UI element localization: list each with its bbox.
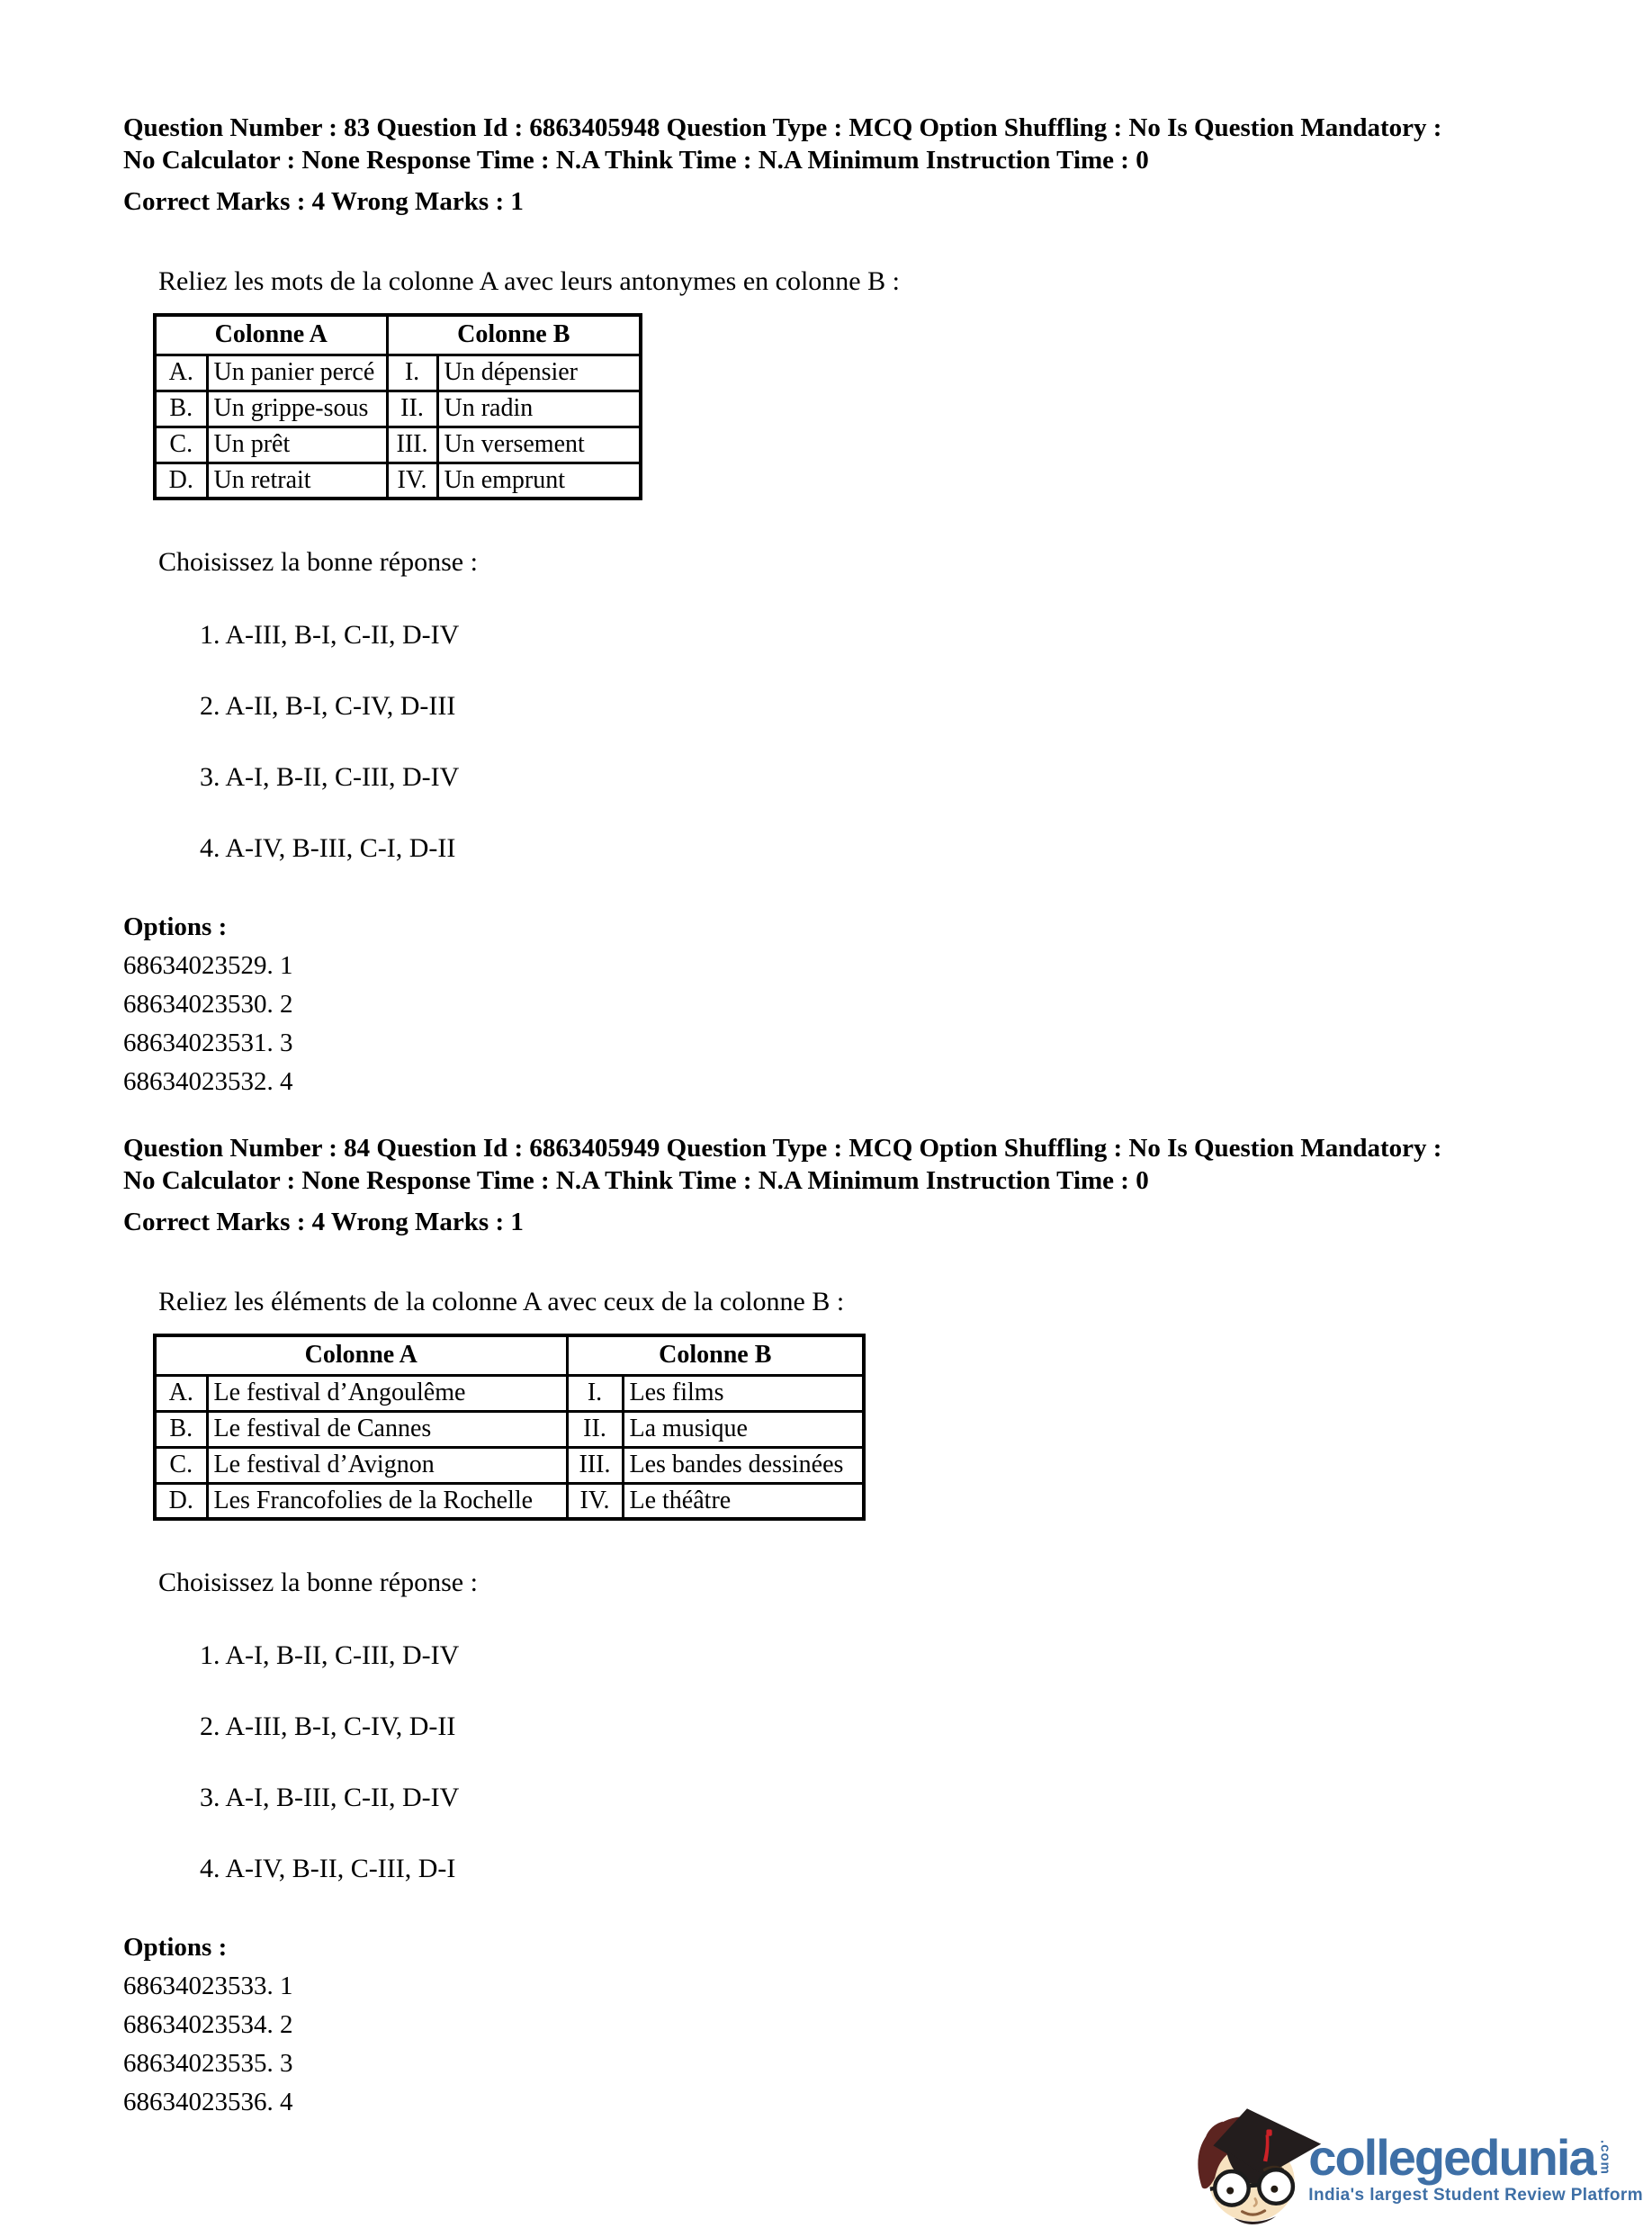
choice-list [200, 619, 1652, 865]
table-row [155, 355, 641, 391]
row-letter: A. [155, 1375, 207, 1411]
row-a-text: Un prêt [207, 427, 387, 463]
table-row [155, 1447, 864, 1483]
choice-item: 1. A-III, B-I, C-II, D-IV [200, 620, 460, 650]
column-a-header: Colonne A [155, 1335, 567, 1375]
option-id-line: 68634023529. 1 [123, 951, 293, 980]
question-meta-line2: No Calculator : None Response Time : N.A Think Time : N.A Minimum Instruction Time : 0 [123, 1166, 1149, 1195]
question-marks: Correct Marks : 4 Wrong Marks : 1 [123, 187, 524, 216]
choice-item: 2. A-II, B-I, C-IV, D-III [200, 691, 456, 721]
option-id-line: 68634023531. 3 [123, 1029, 293, 1057]
row-a-text: Un grippe-sous [207, 391, 387, 427]
brand-domain-suffix: .com [1597, 2140, 1613, 2176]
table-header-row [155, 315, 641, 355]
row-numeral: IV. [567, 1483, 623, 1519]
options-label: Options : [123, 1933, 228, 1962]
match-table [153, 1334, 866, 1521]
question-block-84 [0, 1132, 1652, 2122]
row-a-text: Les Francofolies de la Rochelle [207, 1483, 567, 1519]
question-prompt: Reliez les mots de la colonne A avec leurs antonymes en colonne B : [158, 266, 900, 296]
row-letter: C. [155, 427, 207, 463]
question-prompt: Reliez les éléments de la colonne A avec ceux de la colonne B : [158, 1287, 845, 1316]
table-row [155, 391, 641, 427]
choice-item: 1. A-I, B-II, C-III, D-IV [200, 1640, 460, 1670]
row-letter: B. [155, 391, 207, 427]
row-numeral: II. [567, 1411, 623, 1447]
match-table [153, 313, 642, 500]
options-label: Options : [123, 912, 228, 941]
brand-text-block [1308, 2129, 1643, 2206]
row-b-text: Un radin [437, 391, 641, 427]
row-letter: C. [155, 1447, 207, 1483]
question-marks: Correct Marks : 4 Wrong Marks : 1 [123, 1208, 524, 1236]
row-b-text: Un versement [437, 427, 641, 463]
option-id-line: 68634023535. 3 [123, 2049, 293, 2078]
option-id-line: 68634023534. 2 [123, 2010, 293, 2039]
table-row [155, 463, 641, 499]
choose-answer-label: Choisissez la bonne réponse : [158, 1568, 478, 1597]
table-row [155, 1411, 864, 1447]
column-b-header: Colonne B [387, 315, 641, 355]
row-a-text: Le festival d’Angoulême [207, 1375, 567, 1411]
brand-wordmark: collegedunia [1308, 2129, 1595, 2186]
table-header-row [155, 1335, 864, 1375]
choice-item: 2. A-III, B-I, C-IV, D-II [200, 1711, 456, 1741]
question-meta [123, 1132, 1562, 1197]
row-a-text: Un retrait [207, 463, 387, 499]
brand-tagline: India's largest Student Review Platform [1308, 2186, 1643, 2205]
row-b-text: Les bandes dessinées [623, 1447, 864, 1483]
option-id-line: 68634023530. 2 [123, 990, 293, 1019]
choice-item: 3. A-I, B-II, C-III, D-IV [200, 762, 460, 792]
option-id-line: 68634023533. 1 [123, 1972, 293, 2000]
row-b-text: Les films [623, 1375, 864, 1411]
table-row [155, 1483, 864, 1519]
row-letter: D. [155, 1483, 207, 1519]
column-b-header: Colonne B [567, 1335, 864, 1375]
question-meta-line1: Question Number : 83 Question Id : 6863405948 Question Type : MCQ Option Shuffling : No Is Question Mandatory : [123, 113, 1442, 142]
row-numeral: III. [387, 427, 437, 463]
row-b-text: Un emprunt [437, 463, 641, 499]
collegedunia-mascot-icon [1186, 2100, 1323, 2228]
choice-item: 4. A-IV, B-II, C-III, D-I [200, 1854, 456, 1883]
option-id-line: 68634023536. 4 [123, 2088, 293, 2116]
column-a-header: Colonne A [155, 315, 387, 355]
question-block-83 [0, 112, 1652, 1101]
question-meta-line2: No Calculator : None Response Time : N.A Think Time : N.A Minimum Instruction Time : 0 [123, 146, 1149, 175]
row-b-text: La musique [623, 1411, 864, 1447]
row-letter: A. [155, 355, 207, 391]
row-numeral: II. [387, 391, 437, 427]
row-numeral: I. [387, 355, 437, 391]
row-a-text: Un panier percé [207, 355, 387, 391]
choice-list [200, 1640, 1652, 1885]
row-a-text: Le festival d’Avignon [207, 1447, 567, 1483]
row-b-text: Le théâtre [623, 1483, 864, 1519]
row-numeral: I. [567, 1375, 623, 1411]
table-row [155, 1375, 864, 1411]
question-meta [123, 112, 1562, 176]
row-a-text: Le festival de Cannes [207, 1411, 567, 1447]
collegedunia-logo [1186, 2098, 1643, 2228]
choice-item: 3. A-I, B-III, C-II, D-IV [200, 1783, 460, 1812]
choice-item: 4. A-IV, B-III, C-I, D-II [200, 833, 456, 863]
choose-answer-label: Choisissez la bonne réponse : [158, 547, 478, 577]
option-id-line: 68634023532. 4 [123, 1067, 293, 1096]
table-row [155, 427, 641, 463]
row-letter: D. [155, 463, 207, 499]
row-numeral: III. [567, 1447, 623, 1483]
row-numeral: IV. [387, 463, 437, 499]
row-b-text: Un dépensier [437, 355, 641, 391]
question-meta-line1: Question Number : 84 Question Id : 6863405949 Question Type : MCQ Option Shuffling : No Is Question Mandatory : [123, 1134, 1442, 1163]
row-letter: B. [155, 1411, 207, 1447]
